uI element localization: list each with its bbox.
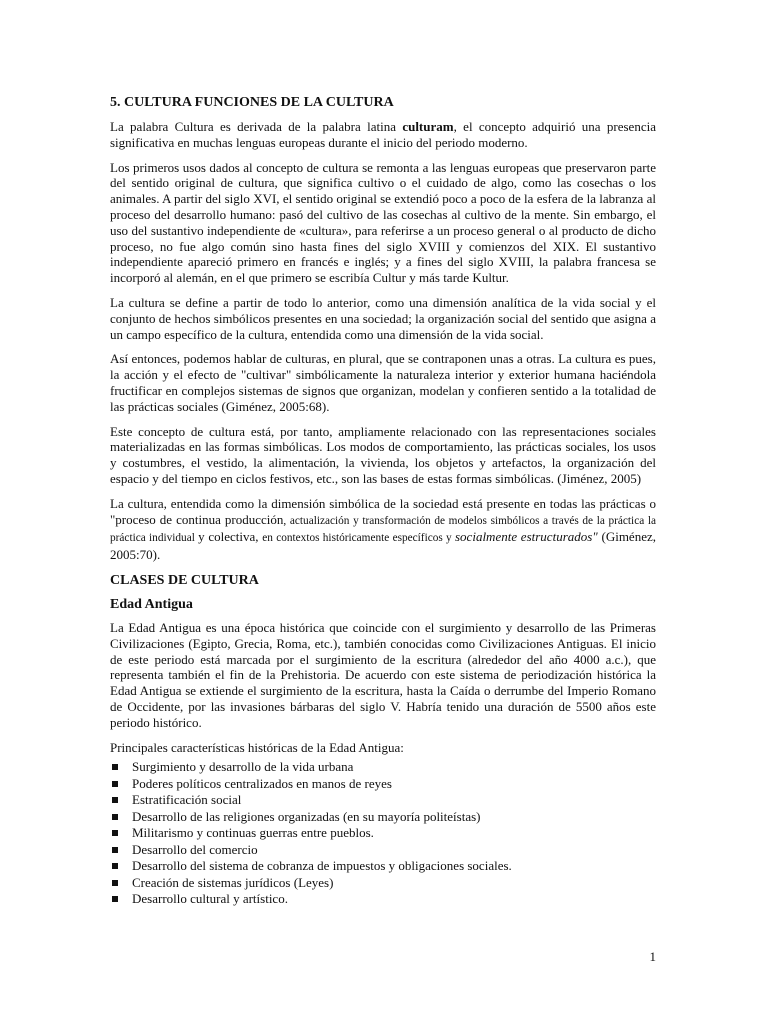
bullet-square-icon — [112, 847, 118, 853]
p6-small-text: , actualización y transformación de modelos simbólicos a través de la práctica la práctica individual — [110, 514, 657, 545]
list-item-text: Poderes políticos centralizados en manos de reyes — [132, 775, 392, 791]
page-number: 1 — [649, 949, 656, 964]
list-item — [110, 891, 656, 908]
bullet-square-icon — [112, 896, 118, 902]
bullet-square-icon — [112, 863, 118, 869]
list-item — [110, 825, 656, 842]
paragraph-5: Este concepto de cultura está, por tanto, ampliamente relacionado con las representaciones sociales materializadas en las formas simbólicas. Los modos de comportamiento, las prácticas sociales, los usos y costumbres, el vestido, la alimentación, la vivienda, los objetos y artefactos, la organización del espacio y del tiempo en ciclos festivos, etc., son las bases de estas formas simbólicas. (Jiménez, 2005) — [110, 423, 656, 486]
bullet-square-icon — [112, 781, 118, 787]
p6-quote-start: "proceso de continua producción — [110, 511, 284, 527]
paragraph-8: Principales características históricas de la Edad Antigua: — [110, 739, 404, 755]
paragraph-2: Los primeros usos dados al concepto de cultura se remonta a las lenguas europeas que preservaron parte del sentido original de cultura, que significa cultivo o el cuidado de algo, como las cosechas o los animales. A partir del siglo XVI, el sentido original se extendió poco a poco de la esfera de la labranza al proceso del desarrollo humano: pasó del cultivo de las cosechas al cultivo de la mente. Sin embargo, el uso del sustantivo independiente de «cultura», para referirse a un proceso general o al producto de dicho proceso, no fue algo común sino hasta fines del siglo XVIII y comienzos del XIX. El sustantivo independiente apareció primero en francés e inglés; y a fines del siglo XVIII, la palabra francesa se incorporó al alemán, en el que primero se escribía Cultur y más tarde Kultur. — [110, 159, 656, 286]
list-item — [110, 858, 656, 875]
list-item-text: Desarrollo de las religiones organizadas (en su mayoría politeístas) — [132, 808, 481, 824]
section-title: 5. CULTURA FUNCIONES DE LA CULTURA — [110, 95, 394, 110]
p1-bold-term: culturam — [402, 119, 454, 134]
paragraph-1 — [110, 119, 656, 151]
p6-part-a: La cultura, entendida como la dimensión simbólica de la sociedad está presente en todas las prácticas o — [110, 495, 656, 511]
list-item-text: Surgimiento y desarrollo de la vida urbana — [132, 759, 354, 775]
edad-antigua-title: Edad Antigua — [110, 596, 193, 612]
p6-italic: socialmente estructurados" — [455, 529, 598, 545]
bullet-square-icon — [112, 797, 118, 803]
paragraph-4: Así entonces, podemos hablar de culturas, en plural, que se contraponen unas a otras. La cultura es pues, la acción y el efecto de "cultivar" simbólicamente la naturaleza interior y exterior humana haciéndola fructificar en complejos sistemas de signos que organizan, modelan y confieren sentido a la totalidad de las prácticas sociales (Giménez, 2005:68). — [110, 351, 656, 414]
p1-text-after: , el concepto adquirió una presencia significativa en muchas lenguas europeas durante el inicio del periodo moderno. — [110, 119, 656, 150]
paragraph-3: La cultura se define a partir de todo lo anterior, como una dimensión analítica de la vida social y el conjunto de hechos simbólicos presentes en una sociedad; la organización social del sentido que asigna a un campo específico de la cultura, entendida como una dimensión de la vida social. — [110, 294, 656, 342]
list-item — [110, 842, 656, 859]
list-item — [110, 792, 656, 809]
list-item-text: Militarismo y continuas guerras entre pueblos. — [132, 825, 374, 841]
list-item-text: Desarrollo del comercio — [132, 841, 258, 857]
clases-title: CLASES DE CULTURA — [110, 572, 259, 588]
list-item — [110, 875, 656, 892]
paragraph-7: La Edad Antigua es una época histórica que coincide con el surgimiento y desarrollo de las Primeras Civilizaciones (Egipto, Grecia, Roma, etc.), también conocidas como Civilizaciones Antiguas. El inicio de este periodo está marcada por el surgimiento de la escritura (alrededor del año 4000 a.c.), que representa también el fin de la Prehistoria. De acuerdo con este sistema de periodización histórica la Edad Antigua se extiende el surgimiento de la escritura, hasta la Caída o derrumbe del Imperio Romano de Occidente, por las invasiones bárbaras del siglo V. Habría tenido una duración de 5500 años este periodo histórico. — [110, 619, 656, 730]
bullet-square-icon — [112, 880, 118, 886]
bullet-square-icon — [112, 814, 118, 820]
p6-small-text-2: en contextos históricamente específicos y — [262, 532, 455, 545]
list-item-text: Creación de sistemas jurídicos (Leyes) — [132, 874, 334, 890]
list-item-text: Estratificación social — [132, 792, 242, 808]
list-item — [110, 776, 656, 793]
bullet-square-icon — [112, 764, 118, 770]
characteristics-list — [110, 759, 656, 908]
p6-part-d: y colectiva, — [198, 529, 263, 545]
paragraph-6 — [110, 496, 656, 563]
list-item — [110, 809, 656, 826]
list-item — [110, 759, 656, 776]
p1-text-before: La palabra Cultura es derivada de la palabra latina — [110, 119, 403, 134]
p6-citation: (Giménez, 2005:70). — [110, 529, 656, 563]
list-item-text: Desarrollo cultural y artístico. — [132, 891, 288, 907]
bullet-square-icon — [112, 830, 118, 836]
list-item-text: Desarrollo del sistema de cobranza de impuestos y obligaciones sociales. — [132, 858, 512, 874]
